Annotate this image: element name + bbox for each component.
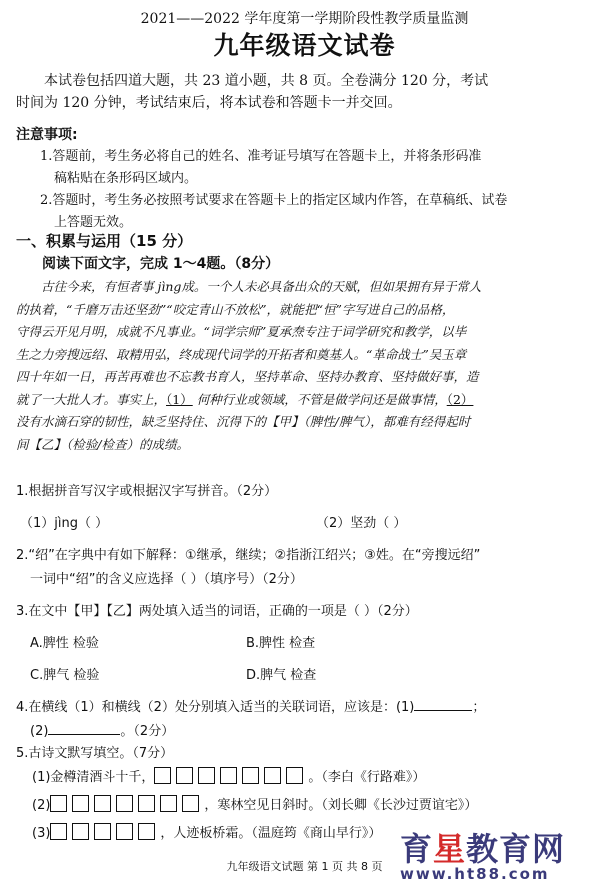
answer-box[interactable]	[176, 767, 193, 784]
answer-blank-2[interactable]	[48, 720, 120, 735]
answer-box[interactable]	[138, 795, 155, 812]
passage-line: 没有水滴石穿的韧性，缺乏坚持住、沉得下的【甲】（脾性/脾气），都难有经得起时	[16, 414, 471, 429]
answer-box[interactable]	[116, 795, 133, 812]
question-3: 3.在文中【甲】【乙】两处填入适当的词语，正确的一项是（ ）（2分）	[16, 604, 418, 619]
note-item-2: 2.答题时，考生务必按照考试要求在答题卡上的指定区域内作答，在草稿纸、试卷	[40, 193, 508, 208]
question-2-cont: 一词中“绍”的含义应选择（ ）（填序号）（2分）	[30, 572, 303, 587]
answer-box[interactable]	[154, 767, 171, 784]
passage-text: 就了一大批人才。事实上，	[16, 391, 167, 407]
note-item-2-cont: 上答题无效。	[54, 215, 133, 230]
option-b: B.脾性 检查	[246, 636, 316, 651]
poem-source: ，寒林空见日斜时。（刘长卿《长沙过贾谊宅》）	[204, 798, 478, 813]
option-c: C.脾气 检验	[30, 668, 100, 683]
question-5: 5.古诗文默写填空。（7分）	[16, 746, 174, 761]
watermark-part: 教育网	[466, 830, 566, 868]
answer-box[interactable]	[264, 767, 281, 784]
question-4-punct: ；	[472, 700, 486, 715]
passage-line: 生之力旁搜远绍、取精用弘，终成现代词学的开拓者和奠基人。“革命战士”吴玉章	[16, 346, 467, 362]
answer-box[interactable]	[72, 795, 89, 812]
passage-line: 古往今来，有恒者事 jìng成。一个人未必具备出众的天赋，但如果拥有异于常人	[41, 279, 482, 294]
note-item-1-cont: 稿粘贴在条形码区域内。	[54, 171, 198, 186]
question-1-part-b: （2）坚劲（ ）	[316, 516, 407, 531]
watermark-star: 星	[433, 830, 467, 868]
answer-box[interactable]	[286, 767, 303, 784]
question-4-text: 4.在横线（1）和横线（2）处分别填入适当的关联词语，应该是：(1)	[16, 700, 415, 715]
passage-line: 守得云开见月明，成就不凡事业。“词学宗师”夏承焘专注于词学研究和教学，以毕	[16, 324, 467, 339]
question-2: 2.“绍”在字典中有如下解释：①继承，继续；②指浙江绍兴；③姓。在“旁搜远绍”	[16, 548, 481, 563]
answer-box[interactable]	[182, 795, 199, 812]
poem-text: (1)金樽清酒斗十千，	[32, 770, 155, 785]
question-4	[16, 696, 485, 715]
poem-line-1	[32, 766, 425, 785]
answer-box[interactable]	[72, 823, 89, 840]
poem-text: (3)	[32, 826, 51, 841]
intro-line: 本试卷包括四道大题，共 23 道小题，共 8 页。全卷满分 120 分，考试	[44, 73, 489, 89]
notes-heading: 注意事项:	[16, 127, 78, 143]
poem-source: 。（李白《行路难》）	[308, 770, 426, 785]
answer-box[interactable]	[242, 767, 259, 784]
intro-line: 时间为 120 分钟，考试结束后，将本试卷和答题卡一并交回。	[16, 95, 402, 111]
watermark-url: www.ht88.com	[400, 865, 550, 883]
poem-line-2	[32, 794, 477, 813]
blank-marker-1: （1）	[166, 391, 193, 407]
exam-title: 九年级语文试卷	[213, 31, 396, 60]
reading-passage	[16, 276, 596, 456]
poem-text: (2)	[32, 798, 51, 813]
watermark-part: 育	[400, 830, 434, 868]
exam-intro	[16, 70, 596, 114]
question-4-end: 。（2分）	[120, 724, 175, 739]
answer-blank-1[interactable]	[414, 696, 472, 711]
page-footer: 九年级语文试题 第 1 页 共 8 页	[226, 860, 383, 873]
answer-box[interactable]	[94, 795, 111, 812]
answer-box[interactable]	[198, 767, 215, 784]
answer-box[interactable]	[138, 823, 155, 840]
passage-line: 间【乙】（检验/检查）的成绩。	[16, 436, 189, 452]
option-a: A.脾性 检验	[30, 636, 99, 651]
site-watermark	[400, 832, 605, 884]
answer-box[interactable]	[94, 823, 111, 840]
question-4-label: (2)	[30, 724, 49, 739]
exam-header: 2021——2022 学年度第一学期阶段性教学质量监测	[140, 11, 469, 27]
passage-line	[16, 389, 596, 412]
answer-box[interactable]	[50, 795, 67, 812]
question-4-cont	[30, 720, 174, 739]
question-1-part-a: （1）jìng（ ）	[20, 516, 109, 531]
watermark-logo-text	[400, 832, 605, 866]
poem-source: ，人迹板桥霜。（温庭筠《商山早行》）	[160, 826, 382, 841]
option-d: D.脾气 检查	[246, 668, 317, 683]
poem-line-3	[32, 822, 381, 841]
answer-box[interactable]	[116, 823, 133, 840]
blank-marker-2: （2）	[446, 391, 474, 407]
passage-text: 何种行业或领域，不管是做学问还是做事情，	[192, 391, 447, 407]
passage-line: 四十年如一日，再苦再难也不忘教书育人，坚持革命、坚持办教育、坚持做好事，造	[16, 369, 479, 384]
answer-box[interactable]	[160, 795, 177, 812]
answer-box[interactable]	[50, 823, 67, 840]
reading-heading: 阅读下面文字，完成 1～4题。（8分）	[42, 256, 280, 272]
section-1-heading: 一、积累与运用（15 分）	[16, 232, 193, 250]
question-1: 1.根据拼音写汉字或根据汉字写拼音。（2分）	[16, 484, 278, 499]
note-item-1: 1.答题前，考生务必将自己的姓名、准考证号填写在答题卡上，并将条形码准	[40, 149, 482, 164]
answer-box[interactable]	[220, 767, 237, 784]
passage-line: 的执着，“千磨万击还坚劲”“咬定青山不放松”，就能把“恒”字写进自己的品格，	[16, 301, 455, 317]
